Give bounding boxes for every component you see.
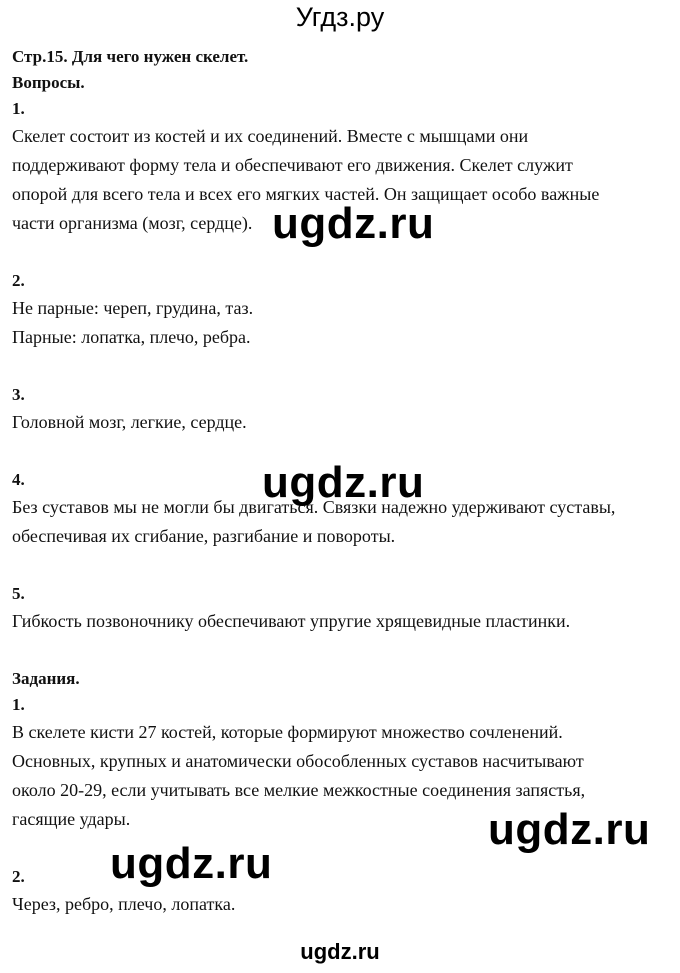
- watermark: ugdz.ru: [272, 199, 435, 248]
- answer-line: В скелете кисти 27 костей, которые формируют множество сочленений.: [12, 722, 563, 742]
- watermark: ugdz.ru: [262, 458, 425, 507]
- answer-line: поддерживают форму тела и обеспечивают его движения. Скелет служит: [12, 155, 573, 175]
- question-number: 3.: [12, 385, 25, 404]
- question-number: 2.: [12, 271, 25, 290]
- watermark: ugdz.ru: [110, 839, 273, 888]
- answer-line: Парные: лопатка, плечо, ребра.: [12, 327, 251, 347]
- answer-line: Без суставов мы не могли бы двигаться. Связки надежно удерживают суставы,: [12, 497, 616, 517]
- answer-line: Головной мозг, легкие, сердце.: [12, 412, 247, 432]
- answer-line: части организма (мозг, сердце).: [12, 213, 253, 233]
- questions-heading: Вопросы.: [12, 73, 85, 92]
- answer-line: Основных, крупных и анатомически обособленных суставов насчитывают: [12, 751, 584, 771]
- answer-line: около 20-29, если учитывать все мелкие межкостные соединения запястья,: [12, 780, 586, 800]
- task-number: 2.: [12, 867, 25, 886]
- answer-line: Гибкость позвоночнику обеспечивают упругие хрящевидные пластинки.: [12, 611, 571, 631]
- answer-line: гасящие удары.: [12, 809, 131, 829]
- tasks-heading: Задания.: [12, 669, 80, 688]
- answer-line: Через, ребро, плечо, лопатка.: [12, 894, 236, 914]
- answer-line: Скелет состоит из костей и их соединений. Вместе с мышцами они: [12, 126, 529, 146]
- answer-line: опорой для всего тела и всех его мягких частей. Он защищает особо важные: [12, 184, 600, 204]
- answer-line: обеспечивая их сгибание, разгибание и повороты.: [12, 526, 396, 546]
- page-title: Стр.15. Для чего нужен скелет.: [12, 47, 249, 66]
- question-number: 1.: [12, 99, 25, 118]
- task-number: 1.: [12, 695, 25, 714]
- footer-watermark: ugdz.ru: [300, 939, 380, 964]
- question-number: 5.: [12, 584, 25, 603]
- site-title: Угдз.ру: [295, 2, 385, 32]
- question-number: 4.: [12, 470, 25, 489]
- watermark: ugdz.ru: [488, 805, 651, 854]
- answer-line: Не парные: череп, грудина, таз.: [12, 298, 254, 318]
